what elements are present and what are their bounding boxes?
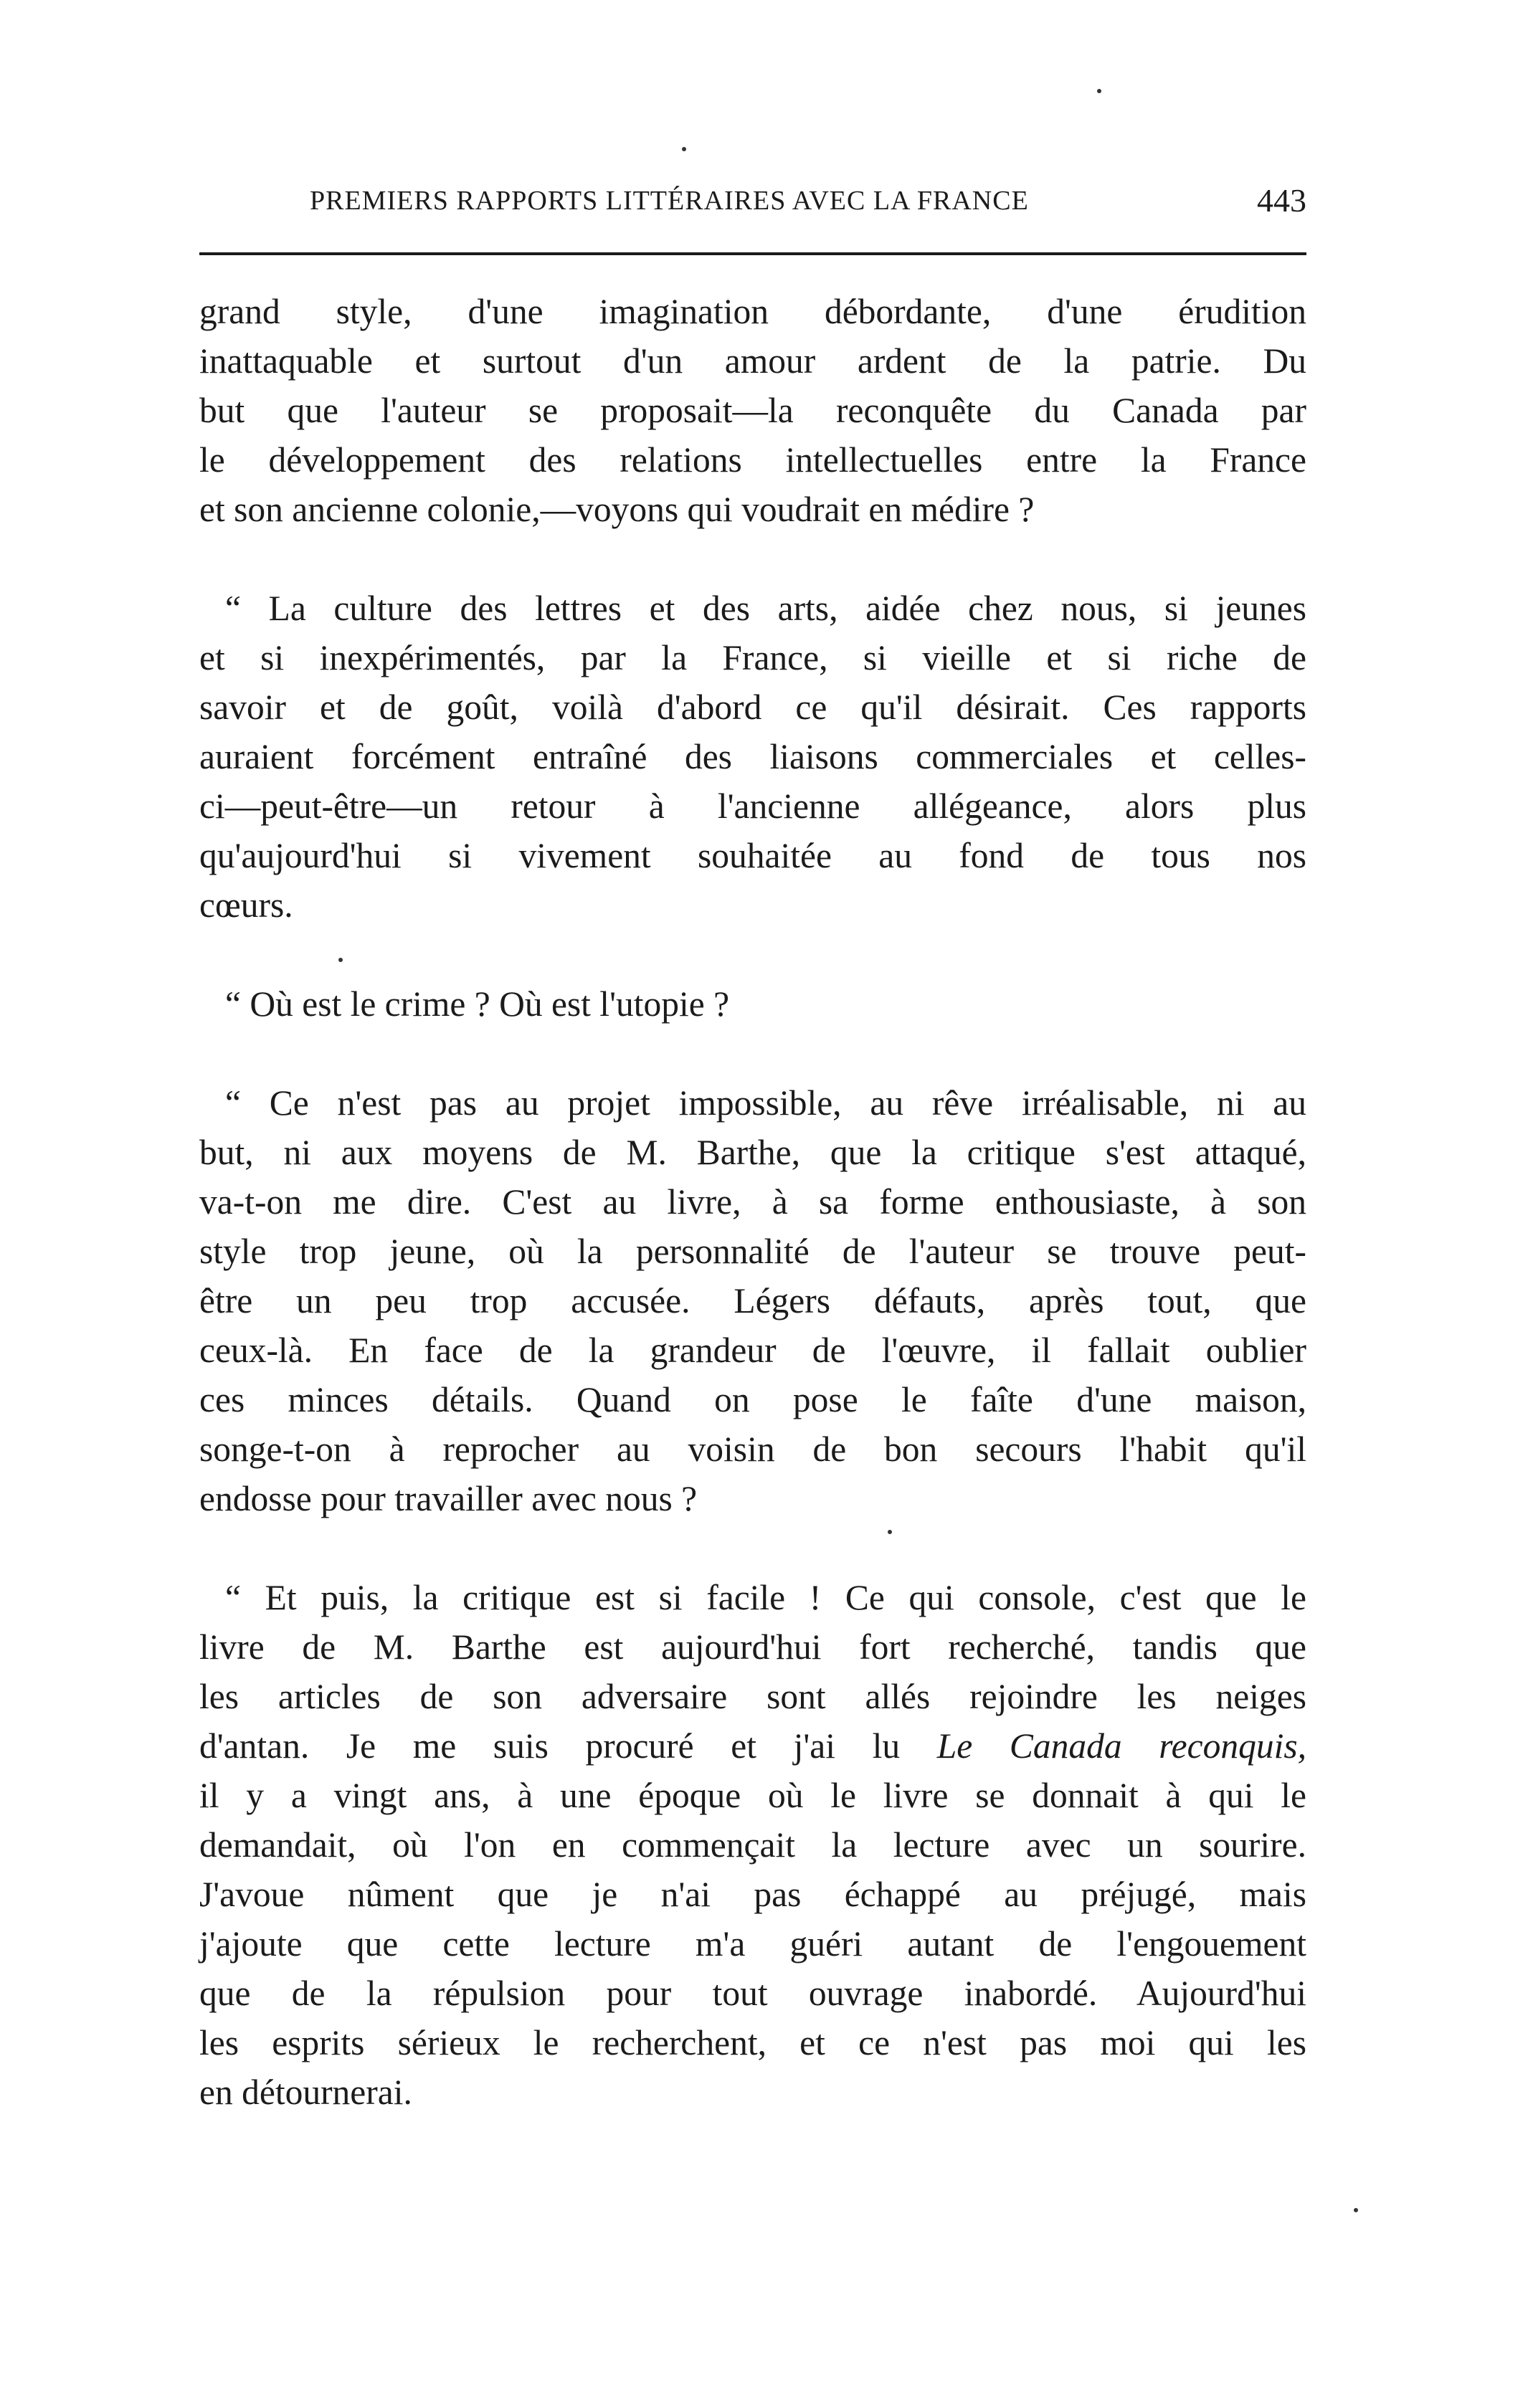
- text-line: savoir et de goût, voilà d'abord ce qu'il désirait. Ces rapports: [199, 687, 1306, 727]
- text-line: songe-t-on à reprocher au voisin de bon secours l'habit qu'il: [199, 1429, 1306, 1469]
- text-line: but, ni aux moyens de M. Barthe, que la critique s'est attaqué,: [199, 1133, 1306, 1172]
- text-line: livre de M. Barthe est aujourd'hui fort recherché, tandis que: [199, 1627, 1306, 1667]
- scan-speck: [888, 1530, 892, 1534]
- text-line: J'avoue nûment que je n'ai pas échappé au préjugé, mais: [199, 1875, 1306, 1914]
- text-line: auraient forcément entraîné des liaisons commerciales et celles-: [199, 737, 1306, 776]
- header-rule: [199, 252, 1306, 255]
- text-line: que de la répulsion pour tout ouvrage inabordé. Aujourd'hui: [199, 1974, 1306, 2013]
- scan-speck: [338, 958, 343, 962]
- text-line: ceux-là. En face de la grandeur de l'œuvre, il fallait oublier: [199, 1331, 1306, 1370]
- text-line: “ Ce n'est pas au projet impossible, au rêve irréalisable, ni au: [225, 1083, 1306, 1123]
- text-line: les articles de son adversaire sont allés rejoindre les neiges: [199, 1677, 1306, 1716]
- book-title: Le Canada reconquis,: [936, 1726, 1306, 1766]
- scan-speck: [1097, 89, 1101, 93]
- text-line: ces minces détails. Quand on pose le faîte d'une maison,: [199, 1380, 1306, 1419]
- text-line: en détournerai.: [199, 2073, 412, 2112]
- text-line: et son ancienne colonie,—voyons qui voudrait en médire ?: [199, 490, 1035, 529]
- text-line: “ Et puis, la critique est si facile ! Ce qui console, c'est que le: [225, 1578, 1306, 1617]
- scan-speck: [682, 147, 686, 151]
- text-line: le développement des relations intellectuelles entre la France: [199, 440, 1306, 480]
- text-line: cœurs.: [199, 885, 293, 925]
- text-line: endosse pour travailler avec nous ?: [199, 1479, 698, 1518]
- text-line: qu'aujourd'hui si vivement souhaitée au fond de tous nos: [199, 836, 1306, 875]
- text-line: et si inexpérimentés, par la France, si vieille et si riche de: [199, 638, 1306, 677]
- paragraph-2: [199, 584, 1306, 930]
- paragraph-5: [199, 1573, 1306, 2117]
- text-line: il y a vingt ans, à une époque où le livre se donnait à qui le: [199, 1776, 1306, 1815]
- text-line: va-t-on me dire. C'est au livre, à sa forme enthousiaste, à son: [199, 1182, 1306, 1222]
- paragraph-4: [199, 1078, 1306, 1523]
- text-line: demandait, où l'on en commençait la lecture avec un sourire.: [199, 1825, 1306, 1865]
- text-line: but que l'auteur se proposait—la reconquête du Canada par: [199, 391, 1306, 430]
- body-text: [199, 287, 1306, 2117]
- page-number: 443: [1257, 182, 1306, 219]
- text-line: ci—peut-être—un retour à l'ancienne allégeance, alors plus: [199, 786, 1306, 826]
- text-line: j'ajoute que cette lecture m'a guéri autant de l'engouement: [199, 1924, 1306, 1964]
- text-fragment: d'antan. Je me suis procuré et j'ai lu: [199, 1726, 901, 1766]
- paragraph-3: [199, 979, 1306, 1029]
- page-header: [310, 179, 1306, 222]
- text-line-with-title: [199, 1721, 1306, 1771]
- text-line: style trop jeune, où la personnalité de l'auteur se trouve peut-: [199, 1232, 1306, 1271]
- paragraph-1: [199, 287, 1306, 534]
- text-line: les esprits sérieux le recherchent, et ce n'est pas moi qui les: [199, 2023, 1306, 2062]
- text-line: “ La culture des lettres et des arts, aidée chez nous, si jeunes: [225, 589, 1306, 628]
- text-line: grand style, d'une imagination débordante, d'une érudition: [199, 292, 1306, 331]
- text-line: “ Où est le crime ? Où est l'utopie ?: [225, 984, 730, 1024]
- scan-speck: [1354, 2208, 1358, 2212]
- text-line: être un peu trop accusée. Légers défauts, après tout, que: [199, 1281, 1306, 1320]
- text-line: inattaquable et surtout d'un amour ardent de la patrie. Du: [199, 341, 1306, 381]
- running-title: PREMIERS RAPPORTS LITTÉRAIRES AVEC LA FRANCE: [310, 186, 1029, 216]
